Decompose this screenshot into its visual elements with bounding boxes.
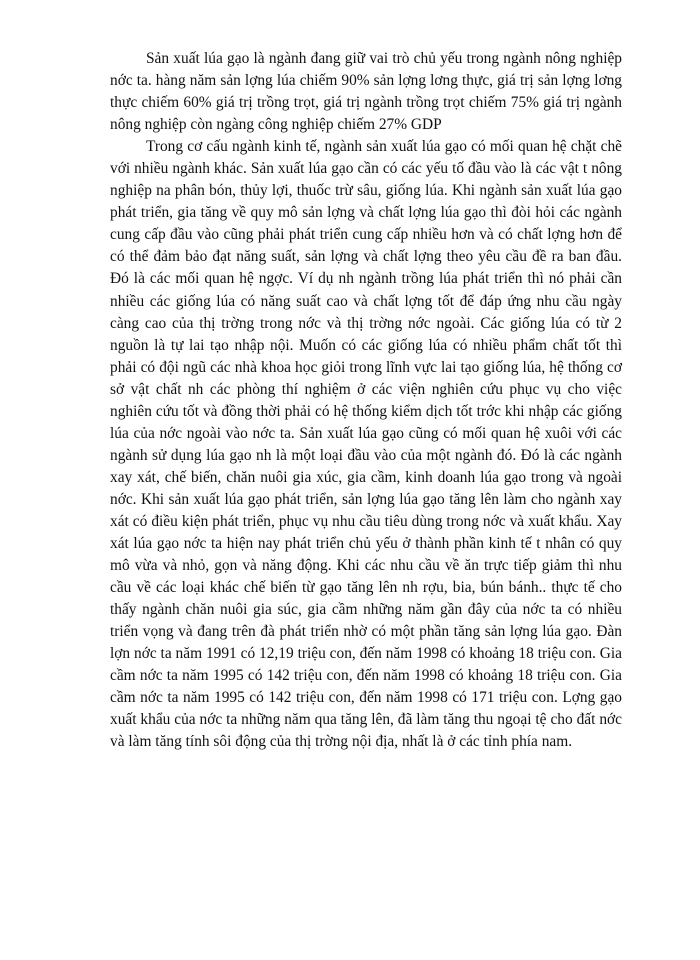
document-body [110,48,622,754]
paragraph-1: Sản xuất lúa gạo là ngành đang giữ vai trò chủ yếu trong ngành nông nghiệp nớc ta. hàng năm sản lợng lúa chiếm 90% sản lợng lơng thực, giá trị sản lợng lơng thực chiếm 60% giá trị trồng trọt, giá trị ngành trồng trọt chiếm 75% giá trị ngành nông nghiệp còn ngàng công nghiệp chiếm 27% GDP [110,50,622,134]
paragraph-2: Trong cơ cấu ngành kinh tế, ngành sản xuất lúa gạo có mối quan hệ chặt chẽ với nhiều ngành khác. Sản xuất lúa gạo cần có các yếu tố đầu vào là các vật t nông nghiệp na phân bón, thủy lợi, thuốc trừ sâu, giống lúa. Khi ngành sản xuất lúa gạo phát triển, gia tăng về quy mô sản lợng và chất lợng lúa gạo thì đòi hỏi các ngành cung cấp đầu vào cũng phải phát triển cung cấp nhiều hơn và có chất lợng hơn để có thể đảm bảo đạt năng suất, sản lợng và chất lợng theo yêu cầu đề ra ban đầu. Đó là các mối quan hệ ngợc. Ví dụ nh ngành trồng lúa phát triển thì nó phải cần nhiều các giống lúa có năng suất cao và chất lợng tốt để đáp ứng nhu cầu ngày càng cao của thị trờng trong nớc và thị trờng nớc ngoài. Các giống lúa có từ 2 nguồn là tự lai tạo nhập nội. Muốn có các giống lúa có nhiều phẩm chất tốt thì phải có đội ngũ các nhà khoa học giỏi trong lĩnh vực lai tạo giống lúa, hệ thống cơ sở vật chất nh các phòng thí nghiệm ở các viện nghiên cứu phục vụ cho việc nghiên cứu tốt và đồng thời phải có hệ thống kiểm dịch tốt trớc khi nhập các giống lúa của nớc ngoài vào nớc ta. Sản xuất lúa gạo cũng có mối quan hệ xuôi với các ngành sử dụng lúa gạo nh là một loại đầu vào của một ngành đó. Đó là các ngành xay xát, chế biến, chăn nuôi gia xúc, gia cầm, kinh doanh lúa gạo trong và ngoài nớc. Khi sản xuất lúa gạo phát triển, sản lợng lúa gạo tăng lên làm cho ngành xay xát có điều kiện phát triển, phục vụ nhu cầu tiêu dùng trong nớc và xuất khẩu. Xay xát lúa gạo nớc ta hiện nay phát triển chủ yếu ở thành phần kinh tế t nhân có quy mô vừa và nhỏ, gọn và năng động. Khi các nhu cầu về ăn trực tiếp giảm thì nhu cầu về các loại khác chế biến từ gạo tăng lên nh rợu, bia, bún bánh.. thực tế cho thấy ngành chăn nuôi gia súc, gia cầm những năm gần đây của nớc ta có nhiều triển vọng và đang trên đà phát triển nhờ có một phần tăng sản lợng lúa gạo. Đàn lợn nớc ta năm 1991 có 12,19 triệu con, đến năm 1998 có khoảng 18 triệu con. Gia cầm nớc ta năm 1995 có 142 triệu con, đến năm 1998 có khoảng 18 triệu con. Gia cầm nớc ta năm 1995 có 142 triệu con, đến năm 1998 có 171 triệu con. Lợng gạo xuất khẩu của nớc ta những năm qua tăng lên, đã làm tăng thu ngoại tệ cho đất nớc và làm tăng tính sôi động của thị trờng nội địa, nhất là ở các tỉnh phía nam. [110,138,622,751]
